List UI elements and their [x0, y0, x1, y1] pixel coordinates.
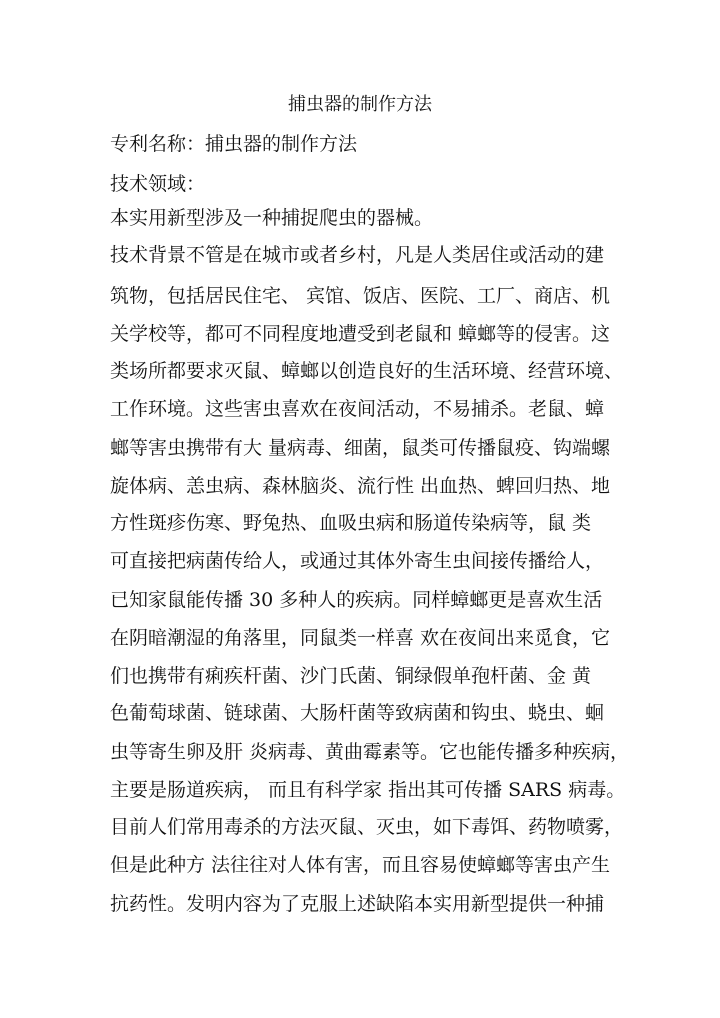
text-line: 旋体病、恙虫病、森林脑炎、流行性 出血热、蜱回归热、地 — [110, 475, 611, 497]
text-line: 色葡萄球菌、链球菌、大肠杆菌等致病菌和钩虫、蛲虫、蛔 — [110, 702, 605, 724]
text-line: 类场所都要求灭鼠、蟑螂以创造良好的生活环境、经营环境、 — [110, 360, 624, 382]
text-line: 可直接把病菌传给人，或通过其体外寄生虫间接传播给人， — [110, 550, 605, 572]
text-line: 本实用新型涉及一种捕捉爬虫的器械。 — [110, 207, 434, 229]
text-line: 们也携带有痢疾杆菌、沙门氏菌、铜绿假单孢杆菌、金 黄 — [110, 665, 592, 687]
text-line: 虫等寄生卵及肝 炎病毒、黄曲霉素等。它也能传播多种疾病， — [110, 741, 630, 763]
text-line: 筑物，包括居民住宅、 宾馆、饭店、医院、工厂、商店、机 — [110, 285, 611, 307]
text-line: 目前人们常用毒杀的方法灭鼠、灭虫，如下毒饵、药物喷雾， — [110, 816, 624, 838]
text-line: 技术领域： — [110, 173, 206, 195]
text-line: 已知家鼠能传播 30 多种人的疾病。同样蟑螂更是喜欢生活 — [110, 589, 603, 611]
document-title: 捕虫器的制作方法 — [288, 94, 432, 115]
text-line: 专利名称：捕虫器的制作方法 — [110, 133, 358, 155]
text-line: 螂等害虫携带有大 量病毒、细菌，鼠类可传播鼠疫、钩端螺 — [110, 437, 611, 459]
text-line: 关学校等，都可不同程度地遭受到老鼠和 蟑螂等的侵害。这 — [110, 323, 611, 345]
text-line: 抗药性。发明内容为了克服上述缺陷本实用新型提供一种捕 — [110, 893, 605, 915]
text-line: 在阴暗潮湿的角落里，同鼠类一样喜 欢在夜间出来觅食，它 — [110, 627, 611, 649]
text-line: 但是此种方 法往往对人体有害，而且容易使蟑螂等害虫产生 — [110, 854, 611, 876]
text-line: 技术背景不管是在城市或者乡村，凡是人类居住或活动的建 — [110, 244, 605, 266]
text-line: 工作环境。这些害虫喜欢在夜间活动，不易捕杀。老鼠、蟑 — [110, 398, 605, 420]
text-line: 主要是肠道疾病， 而且有科学家 指出其可传播 SARS 病毒。 — [110, 779, 626, 801]
text-line: 方性斑疹伤寒、野兔热、血吸虫病和肠道传染病等，鼠 类 — [110, 512, 592, 534]
